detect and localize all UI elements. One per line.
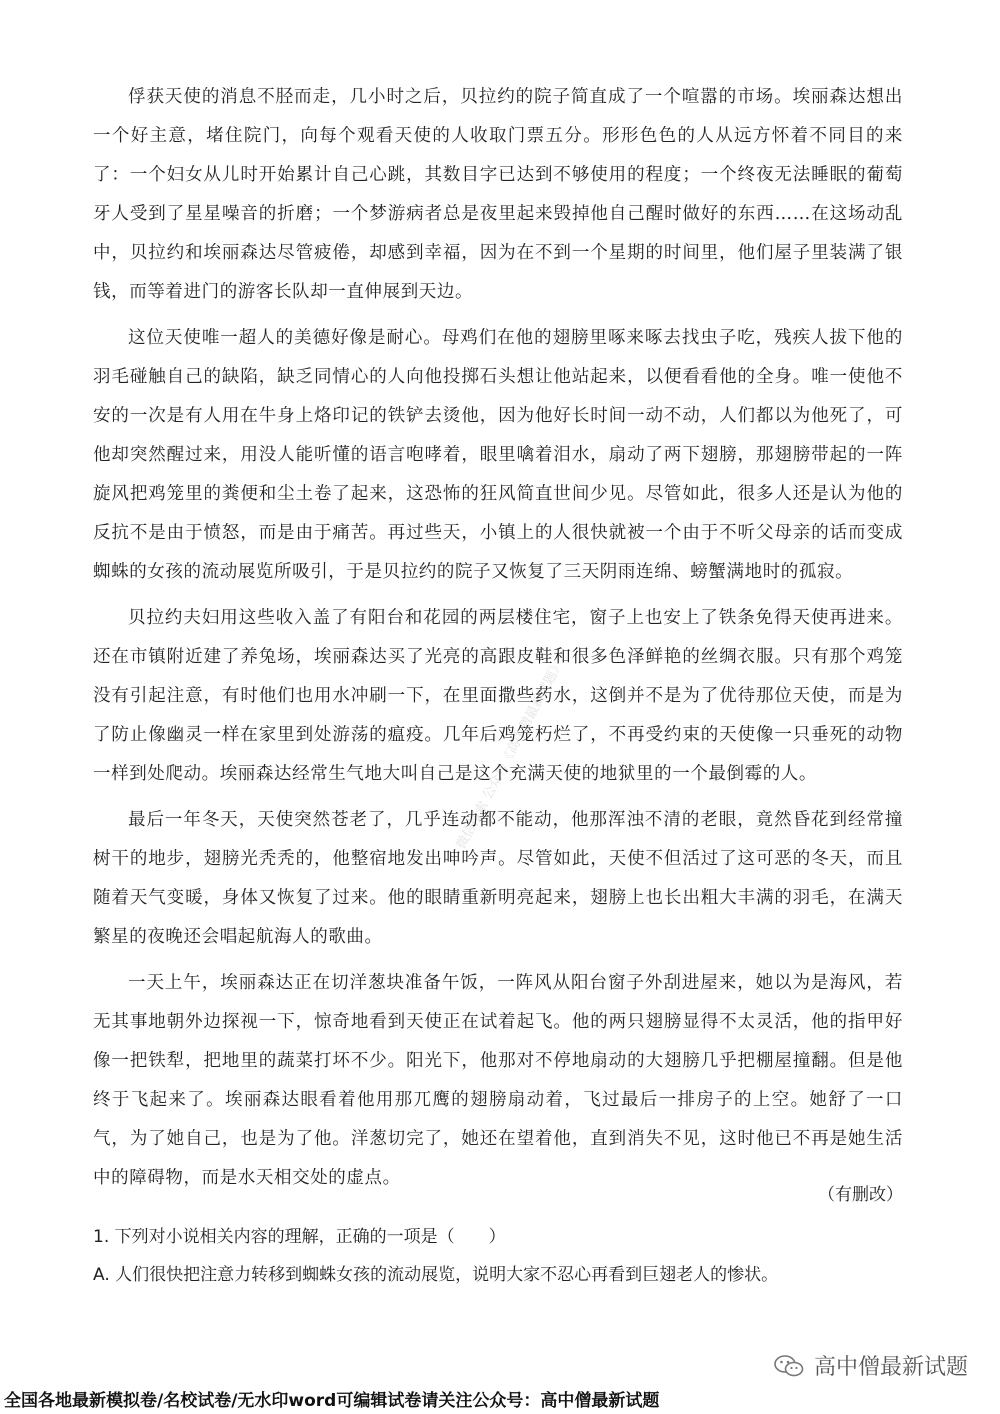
wechat-badge — [774, 1350, 968, 1381]
question-stem: 1. 下列对小说相关内容的理解，正确的一项是（ ） — [93, 1227, 506, 1247]
question-1 — [93, 1220, 913, 1292]
paragraph-5: 一天上午，埃丽森达正在切洋葱块准备午饭，一阵风从阳台窗子外刮进屋来，她以为是海风，若无其事地朝外边探视一下，惊奇地看到天使正在试着起飞。他的两只翅膀显得不太灵活，他的指甲好像一把铁犁，把地里的蔬菜打坏不少。阳光下，他那对不停地扇动的大翅膀几乎把棚屋撞翻。但是他终于飞起来了。埃丽森达眼看着他用那兀鹰的翅膀扇动着，飞过最后一排房子的上空。她舒了一口气，为了她自己，也是为了他。洋葱切完了，她还在望着他，直到消失不见，这时他已不再是她生活中的障碍物，而是水天相交处的虚点。 — [93, 973, 903, 1188]
option-a: A. 人们很快把注意力转移到蜘蛛女孩的流动展览，说明大家不忍心再看到巨翅老人的惨状。 — [93, 1265, 779, 1285]
story-passage — [93, 78, 903, 1205]
paragraph-1: 俘获天使的消息不胫而走，几小时之后，贝拉约的院子简直成了一个喧嚣的市场。埃丽森达想出一个好主意，堵住院门，向每个观看天使的人收取门票五分。形形色色的人从远方怀着不同目的来了：一个妇女从儿时开始累计自己心跳，其数目字已达到不够使用的程度；一个终夜无法睡眠的葡萄牙人受到了星星噪音的折磨；一个梦游病者总是夜里起来毁掉他自己醒时做好的东西……在这场动乱中，贝拉约和埃丽森达尽管疲倦，却感到幸福，因为在不到一个星期的时间里，他们屋子里装满了银钱，而等着进门的游客长队却一直伸展到天边。 — [93, 87, 903, 302]
paragraph-2: 这位天使唯一超人的美德好像是耐心。母鸡们在他的翅膀里啄来啄去找虫子吃，残疾人拔下他的羽毛碰触自己的缺陷，缺乏同情心的人向他投掷石头想让他站起来，以便看看他的全身。唯一使他不安的一次是有人用在牛身上烙印记的铁铲去烫他，因为他好长时间一动不动，人们都以为他死了，可他却突然醒过来，用没人能听懂的语言咆哮着，眼里噙着泪水，扇动了两下翅膀，那翅膀带起的一阵旋风把鸡笼里的粪便和尘土卷了起来，这恐怖的狂风简直世间少见。尽管如此，很多人还是认为他的反抗不是由于愤怒，而是由于痛苦。再过些天，小镇上的人很快就被一个由于不听父母亲的话而变成蜘蛛的女孩的流动展览所吸引，于是贝拉约的院子又恢复了三天阴雨连绵、螃蟹满地时的孤寂。 — [93, 328, 903, 582]
wechat-icon — [774, 1354, 804, 1378]
wechat-label: 高中僧最新试题 — [813, 1355, 968, 1380]
footer-banner: 全国各地最新模拟卷/名校试卷/无水印word可编辑试卷请关注公众号：高中僧最新试题 — [4, 1391, 660, 1411]
watermark-text: 微信搜索 公众号《高中僧最新试题》 — [453, 657, 567, 852]
paragraph-4: 最后一年冬天，天使突然苍老了，几乎连动都不能动，他那浑浊不清的老眼，竟然昏花到经常撞树干的地步，翅膀光秃秃的，他整宿地发出呻吟声。尽管如此，天使不但活过了这可恶的冬天，而且随着天气变暖，身体又恢复了过来。他的眼睛重新明亮起来，翅膀上也长出粗大丰满的羽毛，在满天繁星的夜晚还会唱起航海人的歌曲。 — [93, 810, 903, 947]
paragraph-3: 贝拉约夫妇用这些收入盖了有阳台和花园的两层楼住宅，窗子上也安上了铁条免得天使再进来。还在市镇附近建了养兔场，埃丽森达买了光亮的高跟皮鞋和很多色泽鲜艳的丝绸衣服。只有那个鸡笼没有引起注意，有时他们也用水冲刷一下，在里面撒些药水，这倒并不是为了优待那位天使，而是为了防止像幽灵一样在家里到处游荡的瘟疫。几年后鸡笼朽烂了，不再受约束的天使像一只垂死的动物一样到处爬动。埃丽森达经常生气地大叫自己是这个充满天使的地狱里的一个最倒霉的人。 — [93, 608, 903, 784]
source-note: （有删改） — [818, 1185, 903, 1205]
